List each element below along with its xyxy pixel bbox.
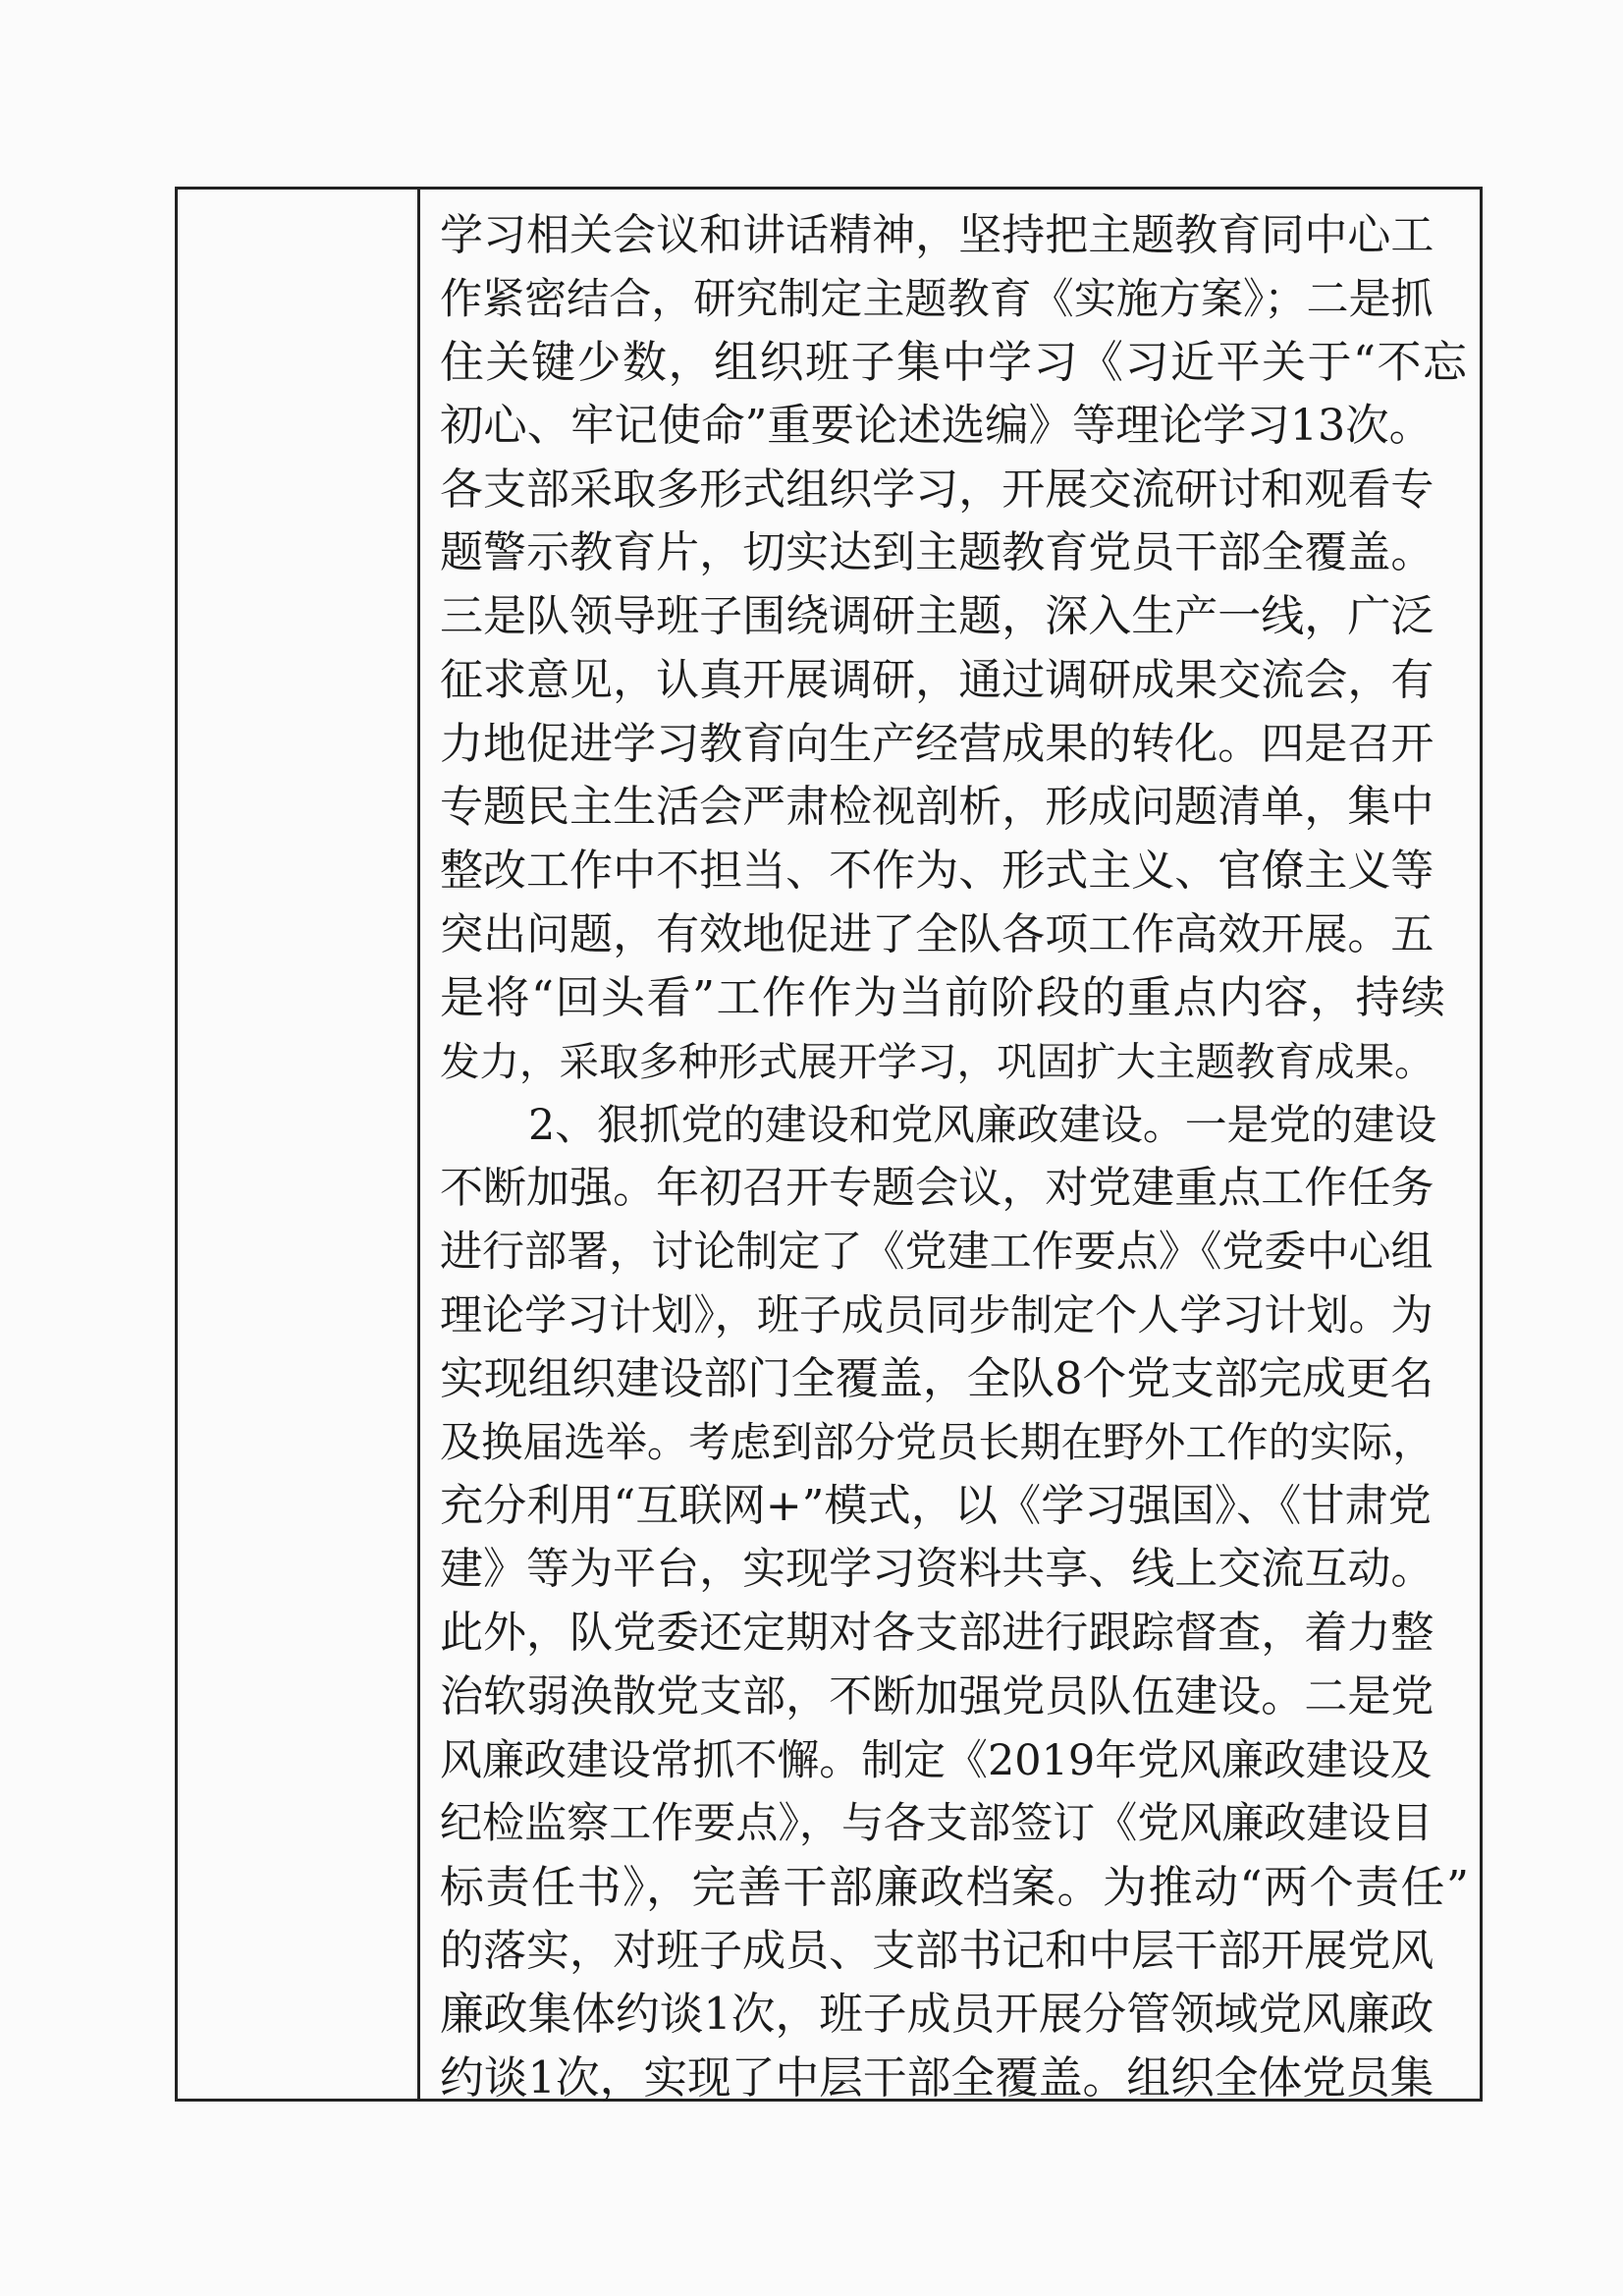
text-line: 突出问题，有效地促进了全队各项工作高效开展。五	[440, 908, 1434, 959]
text-line: 力地促进学习教育向生产经营成果的转化。四是召开	[440, 718, 1434, 769]
body-text	[440, 204, 1473, 2104]
text-line: 各支部采取多形式组织学习，开展交流研讨和观看专	[440, 464, 1434, 515]
text-line: 进行部署，讨论制定了《党建工作要点》《党委中心组	[440, 1228, 1434, 1277]
text-line: 三是队领导班子围绕调研主题，深入生产一线，广泛	[440, 591, 1434, 642]
text-line: 学习相关会议和讲话精神，坚持把主题教育同中心工	[440, 210, 1434, 260]
text-line: 作紧密结合，研究制定主题教育《实施方案》；二是抓	[440, 274, 1434, 324]
text-line: 纪检监察工作要点》，与各支部签订《党风廉政建设目	[440, 1799, 1434, 1849]
text-line: 廉政集体约谈1次，班子成员开展分管领域党风廉政	[440, 1988, 1434, 2041]
text-line: 约谈1次，实现了中层干部全覆盖。组织全体党员集	[440, 2050, 1434, 2104]
text-line: 专题民主生活会严肃检视剖析，形成问题清单，集中	[440, 782, 1434, 833]
text-line: 标责任书》，完善干部廉政档案。为推动“两个责任”	[440, 1860, 1471, 1913]
text-line: 的落实，对班子成员、支部书记和中层干部开展党风	[440, 1925, 1434, 1976]
text-line: 及换届选举。考虑到部分党员长期在野外工作的实际，	[440, 1418, 1434, 1467]
text-line: 征求意见，认真开展调研，通过调研成果交流会，有	[440, 654, 1434, 705]
text-line: 充分利用“互联网+”模式，以《学习强国》、《甘肃党	[440, 1480, 1432, 1531]
text-line: 题警示教育片，切实达到主题教育党员干部全覆盖。	[440, 527, 1434, 578]
text-line: 初心、牢记使命”重要论述选编》等理论学习13次。	[440, 401, 1434, 452]
text-line: 发力，采取多种形式展开学习，巩固扩大主题教育成果。	[440, 1037, 1434, 1085]
text-line: 理论学习计划》，班子成员同步制定个人学习计划。为	[440, 1290, 1434, 1340]
text-line: 住关键少数，组织班子集中学习《习近平关于“不忘	[440, 336, 1469, 389]
text-line: 2、狠抓党的建设和党风廉政建设。一是党的建设	[528, 1100, 1437, 1150]
text-line: 整改工作中不担当、不作为、形式主义、官僚主义等	[440, 845, 1434, 896]
column-divider	[417, 187, 420, 2102]
text-line: 是将“回头看”工作作为当前阶段的重点内容，持续	[440, 971, 1447, 1024]
text-line: 治软弱涣散党支部，不断加强党员队伍建设。二是党	[440, 1670, 1434, 1722]
left-empty-cell	[178, 190, 417, 2099]
text-line: 建》等为平台，实现学习资料共享、线上交流互动。	[440, 1544, 1434, 1595]
text-line: 风廉政建设常抓不懈。制定《2019年党风廉政建设及	[440, 1735, 1433, 1785]
text-line: 此外，队党委还定期对各支部进行跟踪督查，着力整	[440, 1608, 1434, 1659]
text-line: 实现组织建设部门全覆盖，全队8个党支部完成更名	[440, 1352, 1434, 1405]
text-line: 不断加强。年初召开专题会议，对党建重点工作任务	[440, 1163, 1434, 1214]
